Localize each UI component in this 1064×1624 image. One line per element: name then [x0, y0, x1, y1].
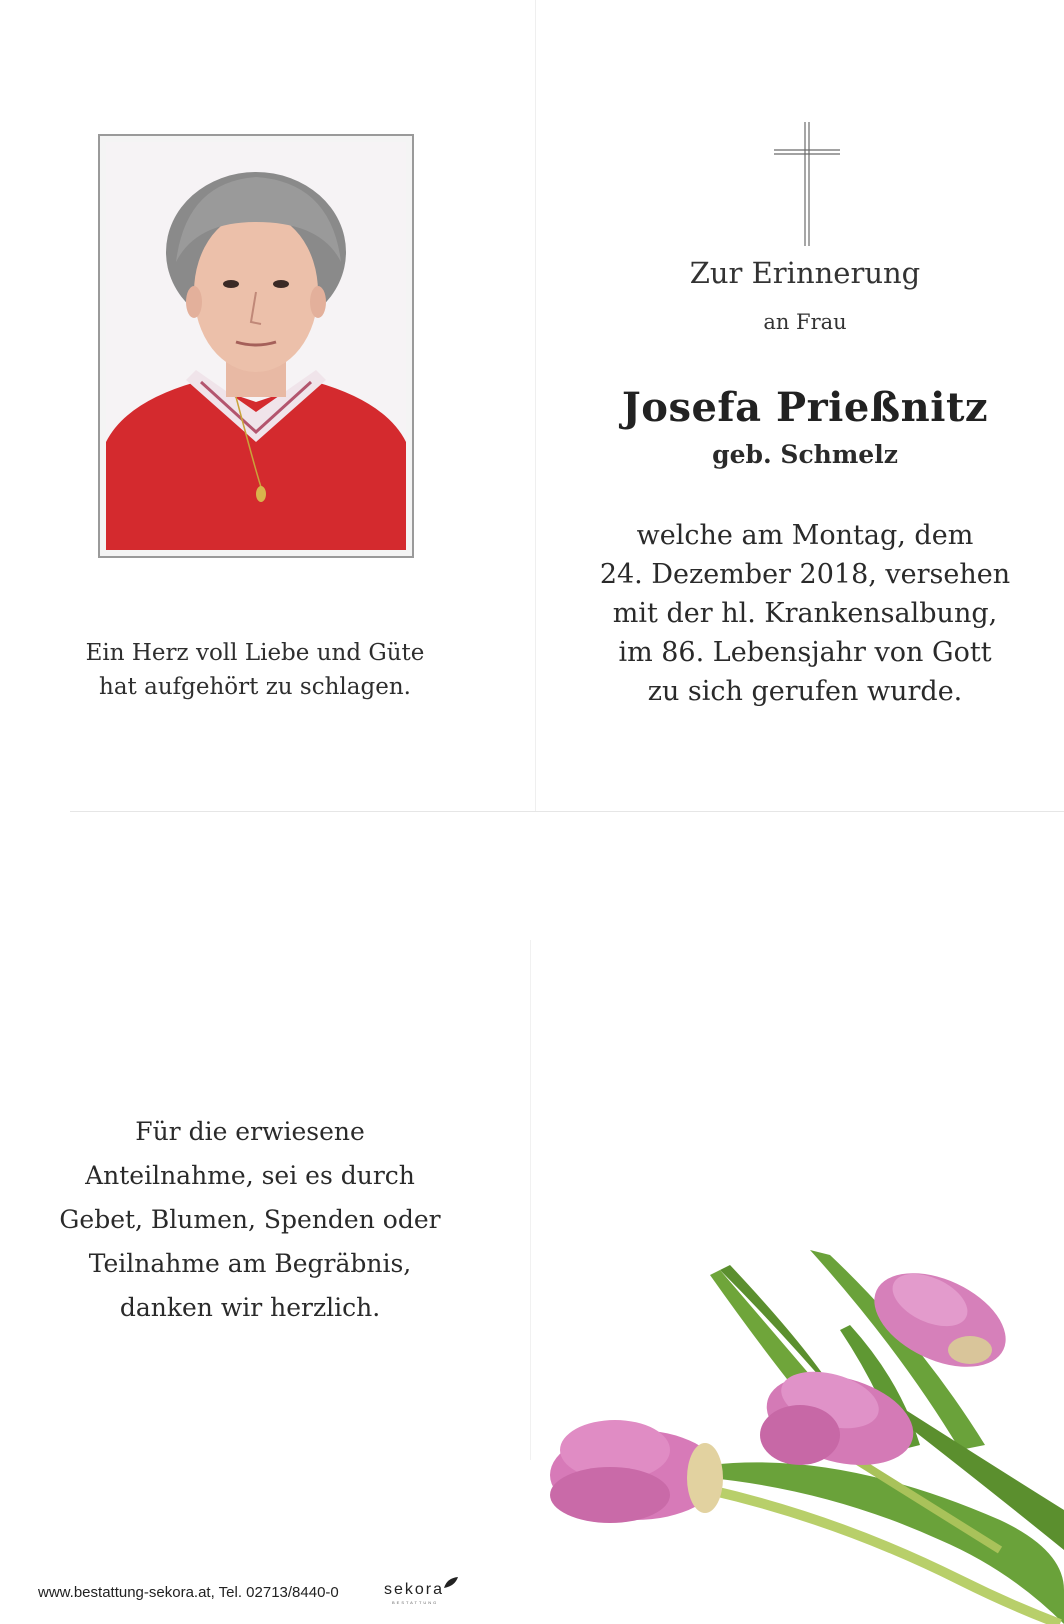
fold-line-vertical-top — [535, 0, 536, 811]
deceased-name: Josefa Prießnitz — [621, 384, 989, 431]
maiden-name: geb. Schmelz — [712, 440, 898, 469]
death-notice-line: mit der hl. Krankensalbung, — [612, 598, 998, 629]
thanks-text — [50, 1110, 450, 1330]
caption-line: hat aufgehört zu schlagen. — [99, 674, 411, 700]
footer-contact: www.bestattung-sekora.at, Tel. 02713/8440-0 — [38, 1584, 339, 1601]
death-notice-line: 24. Dezember 2018, versehen — [599, 559, 1011, 590]
thanks-line: Anteilnahme, sei es durch — [85, 1161, 415, 1190]
heading-an-frau: an Frau — [763, 310, 847, 334]
fold-line-vertical-bottom — [530, 940, 531, 1460]
portrait-caption — [60, 636, 450, 704]
cross-icon — [772, 120, 842, 248]
death-notice-line: welche am Montag, dem — [636, 520, 974, 551]
tulip-bouquet — [540, 1250, 1064, 1624]
death-notice-line: zu sich gerufen wurde. — [647, 676, 963, 707]
portrait-frame — [98, 134, 414, 558]
thanks-line: Teilnahme am Begräbnis, — [88, 1249, 412, 1278]
caption-line: Ein Herz voll Liebe und Güte — [85, 640, 425, 666]
death-notice-line: im 86. Lebensjahr von Gott — [618, 637, 992, 668]
brand-logo: sekora — [384, 1581, 445, 1598]
thanks-line: danken wir herzlich. — [119, 1293, 381, 1322]
death-notice — [560, 516, 1050, 711]
thanks-line: Gebet, Blumen, Spenden oder — [59, 1205, 441, 1234]
portrait-photo — [106, 142, 406, 550]
thanks-line: Für die erwiesene — [135, 1117, 365, 1146]
heading-remember: Zur Erinnerung — [689, 256, 921, 290]
leaf-icon — [443, 1576, 459, 1590]
fold-line-horizontal — [70, 811, 1064, 812]
brand-subtitle: BESTATTUNG — [392, 1600, 439, 1605]
